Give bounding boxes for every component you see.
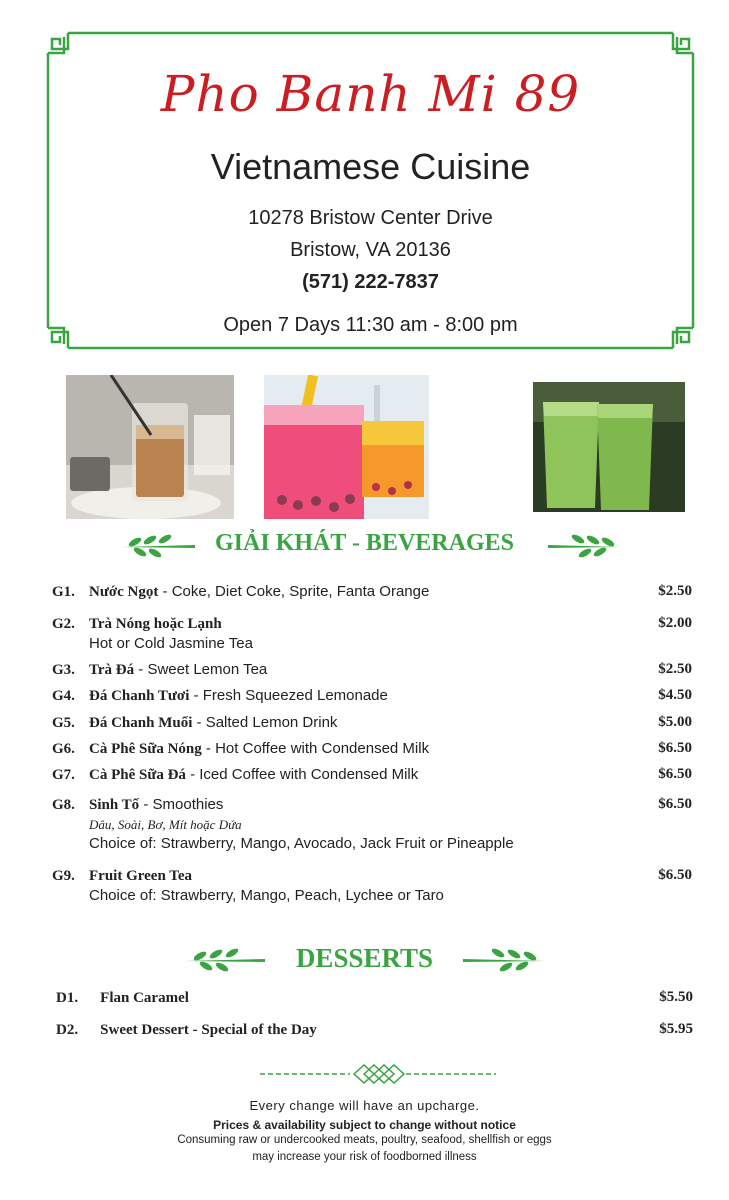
beverage-item (52, 739, 692, 759)
restaurant-name: Pho Banh Mi 89 (160, 65, 581, 123)
beverage-item (52, 686, 692, 706)
item-code: D2. (56, 1022, 79, 1038)
beverage-item (52, 765, 692, 785)
item-price: $4.50 (658, 687, 692, 703)
item-code: G2. (52, 616, 75, 632)
phone-number[interactable]: (571) 222-7837 (302, 271, 439, 293)
item-name: Cà Phê Sữa Đá (89, 767, 186, 783)
item-name: Flan Caramel (100, 990, 189, 1006)
desserts-heading: DESSERTS (295, 943, 434, 973)
item-code: G6. (52, 741, 75, 757)
item-code: G1. (52, 584, 75, 600)
item-description: - Coke, Diet Coke, Sprite, Fanta Orange (158, 583, 430, 600)
footer-divider (258, 1062, 498, 1086)
item-name: Trà Đá (89, 662, 135, 678)
item-description: - Sweet Lemon Tea (134, 661, 268, 678)
item-subtitle: Choice of: Strawberry, Mango, Avocado, Jack Fruit or Pineapple (89, 835, 514, 852)
item-subtitle: Choice of: Strawberry, Mango, Peach, Lychee or Taro (89, 887, 444, 904)
item-name: Đá Chanh Muối (89, 715, 193, 731)
beverage-item (52, 660, 692, 680)
iced-coffee-photo (66, 375, 234, 519)
item-name: Sweet Dessert - Special of the Day (100, 1022, 317, 1038)
item-description: - Iced Coffee with Condensed Milk (185, 766, 419, 783)
health-warning-line-1: Consuming raw or undercooked meats, poultry, seafood, shellfish or eggs (177, 1134, 552, 1146)
item-price: $2.50 (658, 583, 692, 599)
item-description: - Hot Coffee with Condensed Milk (201, 740, 430, 757)
health-warning-line-2: may increase your risk of foodborned illness (252, 1151, 477, 1163)
item-price: $6.50 (658, 740, 692, 756)
item-price: $5.95 (659, 1021, 693, 1037)
beverages-heading: GIẢI KHÁT - BEVERAGES (215, 530, 514, 556)
address-line-1: 10278 Bristow Center Drive (248, 207, 493, 229)
beverage-item (52, 614, 692, 653)
item-price: $2.00 (658, 615, 692, 631)
cuisine-subtitle: Vietnamese Cuisine (210, 146, 531, 187)
item-code: D1. (56, 990, 79, 1006)
item-name: Trà Nóng hoặc Lạnh (89, 616, 222, 632)
item-name: Đá Chanh Tươi (89, 688, 190, 704)
item-code: G4. (52, 688, 75, 704)
item-name: Cà Phê Sữa Nóng (89, 741, 202, 757)
item-price: $5.00 (658, 714, 692, 730)
beverage-item (52, 713, 692, 733)
bubble-tea-photo (264, 375, 429, 519)
item-vietnamese-options: Dâu, Soài, Bơ, Mít hoặc Dứa (89, 817, 242, 832)
item-code: G3. (52, 662, 75, 678)
item-code: G8. (52, 797, 75, 813)
item-name: Nước Ngọt (89, 584, 159, 600)
item-price: $6.50 (658, 766, 692, 782)
item-code: G5. (52, 715, 75, 731)
item-price: $5.50 (659, 989, 693, 1005)
beverage-item (52, 795, 692, 853)
dessert-item (56, 988, 693, 1008)
beverage-item (52, 582, 692, 602)
opening-hours: Open 7 Days 11:30 am - 8:00 pm (223, 314, 518, 336)
upcharge-note: Every change will have an upcharge. (249, 1098, 480, 1113)
item-description: - Fresh Squeezed Lemonade (189, 687, 388, 704)
item-name: Fruit Green Tea (89, 868, 193, 884)
item-description: - Smoothies (139, 796, 224, 813)
item-price: $6.50 (658, 867, 692, 883)
item-name: Sinh Tố (89, 797, 140, 813)
item-price: $6.50 (658, 796, 692, 812)
item-description: - Salted Lemon Drink (192, 714, 338, 731)
beverage-item (52, 866, 692, 905)
item-code: G7. (52, 767, 75, 783)
prices-notice: Prices & availability subject to change without notice (213, 1118, 516, 1132)
smoothie-photo (533, 382, 685, 512)
item-subtitle: Hot or Cold Jasmine Tea (89, 635, 253, 652)
item-code: G9. (52, 868, 75, 884)
item-price: $2.50 (658, 661, 692, 677)
address-line-2: Bristow, VA 20136 (290, 239, 451, 261)
dessert-item (56, 1020, 693, 1040)
